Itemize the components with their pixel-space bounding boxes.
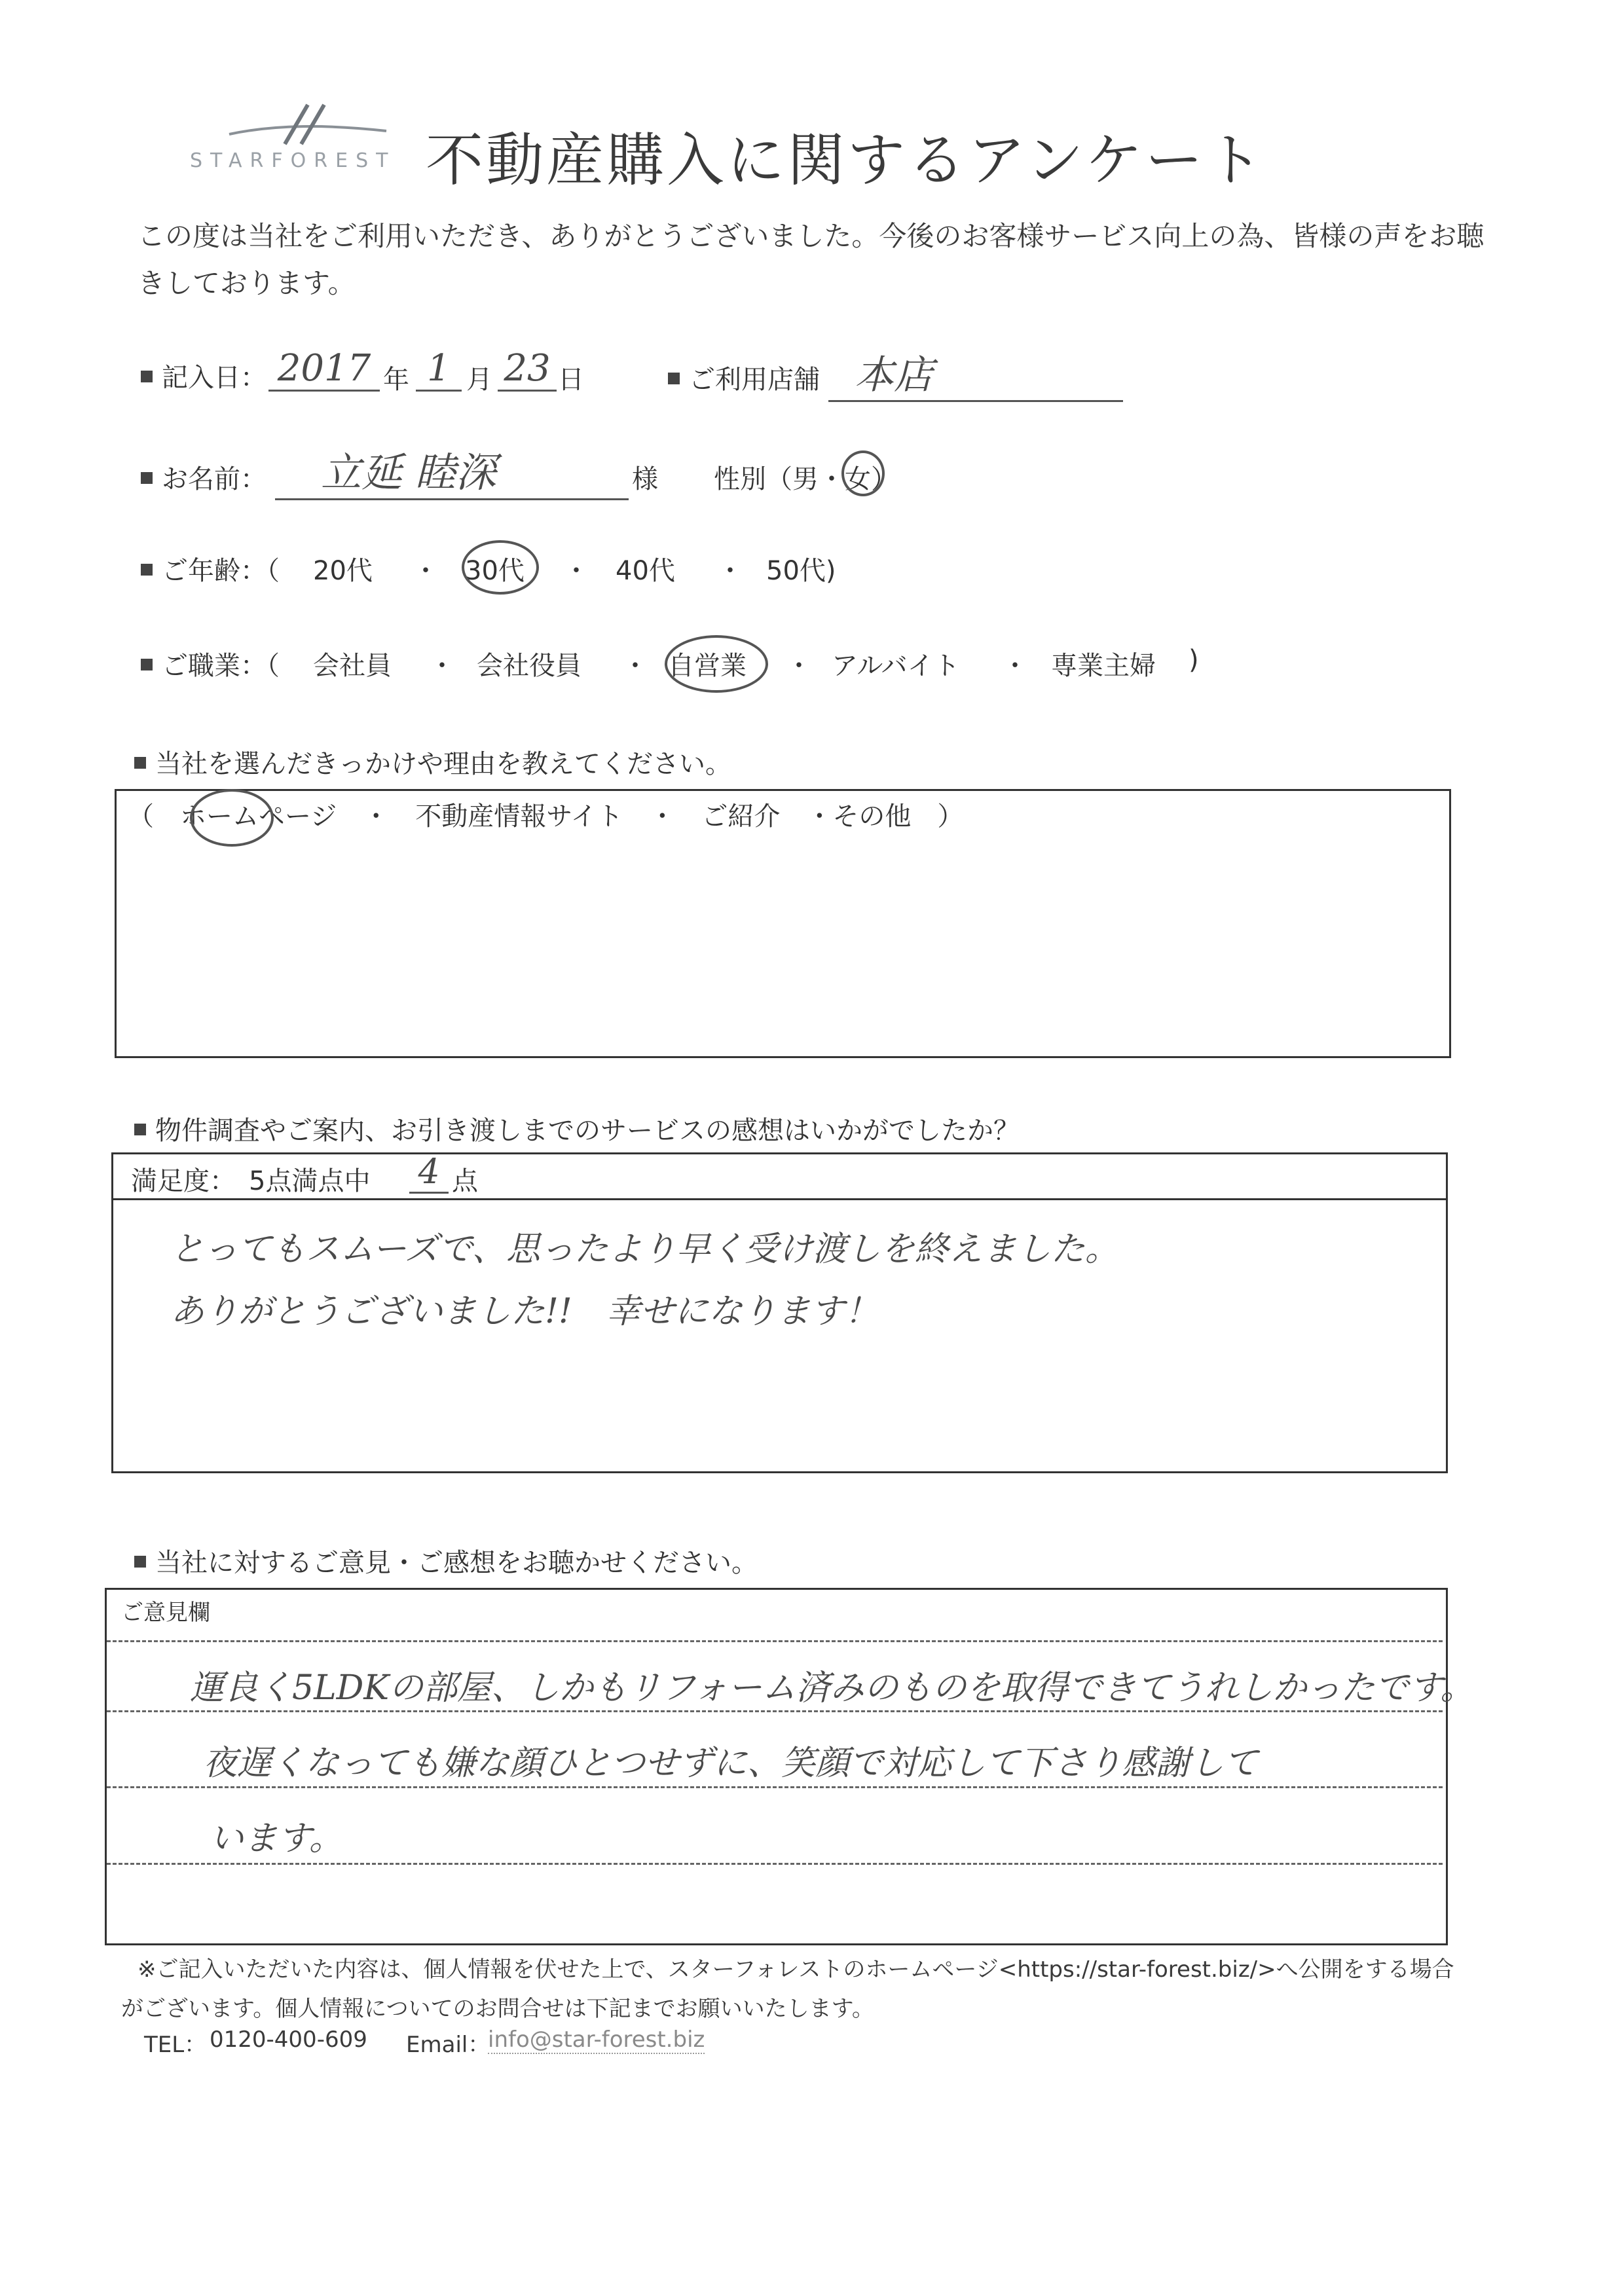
service-comment-line-1: とってもスムーズで、思ったより早く受け渡しを終えました。 — [170, 1230, 1119, 1269]
entry-date-year[interactable]: 2017 — [268, 347, 380, 392]
occupation-option-homemaker[interactable]: 専業主婦 — [1051, 651, 1156, 681]
name-suffix: 様 — [632, 464, 658, 494]
opinion-rule-2 — [107, 1710, 1443, 1712]
age-label: ご年齢：（ — [162, 556, 280, 586]
intro-text: この度は当社をご利用いただき、ありがとうございました。今後のお客様サービス向上の為、皆様の声をお聴きしております。 — [138, 220, 1485, 299]
reason-question-text: 当社を選んだきっかけや理由を教えてください。 — [155, 749, 731, 779]
name-value[interactable]: 立延 睦深 — [275, 440, 629, 500]
opinion-field-label: ご意見欄 — [121, 1600, 210, 1626]
service-question — [134, 1110, 1020, 1147]
bullet-icon — [134, 1124, 146, 1135]
opinion-rule-4 — [107, 1863, 1443, 1865]
entry-date-month[interactable]: 1 — [416, 347, 462, 392]
occupation-sep-1: ・ — [429, 651, 455, 681]
satisfaction-value[interactable]: 4 — [409, 1152, 449, 1194]
store-value[interactable]: 本店 — [828, 344, 1123, 402]
satisfaction-label: 満足度： 5点満点中 — [131, 1166, 371, 1196]
gender-selected-circle — [841, 450, 885, 496]
entry-date-year-unit: 年 — [383, 365, 409, 395]
footer-email-label: Email： — [406, 2032, 490, 2058]
satisfaction-unit: 点 — [452, 1166, 478, 1196]
opinion-line-1: 運良く5LDKの部屋、しかもリフォーム済みのものを取得できてうれしかったです。 — [190, 1668, 1475, 1708]
age-sep-3: ・ — [717, 556, 743, 586]
opinion-rule-1 — [107, 1640, 1443, 1642]
reason-selected-circle — [190, 789, 274, 847]
age-option-30[interactable]: 30代 — [465, 556, 525, 586]
occupation-sep-3: ・ — [786, 651, 812, 681]
age-sep-2: ・ — [563, 556, 589, 586]
opinion-line-2: 夜遅くなっても嫌な顔ひとつせずに、笑顔で対応して下さり感謝して — [203, 1744, 1258, 1783]
name-row — [141, 458, 267, 496]
occupation-option-self-employed[interactable]: 自営業 — [668, 651, 747, 681]
store-label: ご利用店舗 — [689, 365, 820, 395]
occupation-sep-2: ・ — [622, 651, 648, 681]
age-selected-circle — [462, 540, 539, 595]
reason-question — [134, 743, 731, 780]
footer-tel-label: TEL： — [144, 2032, 207, 2058]
entry-date-label: 記入日： — [162, 363, 267, 393]
occupation-option-part-time[interactable]: アルバイト — [832, 651, 960, 681]
logo-text: STARFOREST — [190, 149, 396, 172]
reason-options: （ ホームページ ・ 不動産情報サイト ・ ご紹介 ・その他 ） — [128, 801, 964, 832]
footer-tel[interactable]: 0120-400-609 — [210, 2027, 367, 2053]
page-title: 不動産購入に関するアンケート — [426, 126, 1266, 194]
occupation-label: ご職業：（ — [162, 651, 280, 681]
age-row — [141, 550, 280, 587]
entry-date-day-unit: 日 — [558, 365, 584, 395]
bullet-icon — [141, 659, 153, 670]
age-sep-1: ・ — [413, 556, 439, 586]
occupation-sep-4: ・ — [1002, 651, 1028, 681]
entry-date-row — [141, 357, 267, 394]
occupation-option-employee[interactable]: 会社員 — [313, 651, 392, 681]
occupation-option-executive[interactable]: 会社役員 — [477, 651, 581, 681]
bullet-icon — [141, 472, 153, 484]
bullet-icon — [141, 564, 153, 576]
name-label: お名前： — [162, 464, 267, 494]
bullet-icon — [141, 371, 153, 382]
bullet-icon — [668, 373, 680, 384]
opinion-rule-3 — [107, 1786, 1443, 1788]
service-question-text: 物件調査やご案内、お引き渡しまでのサービスの感想はいかがでしたか？ — [155, 1116, 1020, 1146]
bullet-icon — [134, 1556, 146, 1568]
entry-date-month-unit: 月 — [466, 365, 492, 395]
age-option-50[interactable]: 50代) — [766, 556, 836, 586]
footer-note-line-2: がございます。個人情報についてのお問合せは下記までお願いいたします。 — [121, 1996, 874, 2022]
footer-email[interactable]: info@star-forest.biz — [488, 2027, 705, 2053]
opinion-line-3: います。 — [210, 1819, 343, 1858]
gender-options: 性別（男・女） — [714, 464, 897, 494]
occupation-selected-circle — [665, 635, 768, 693]
entry-date-day[interactable]: 23 — [498, 347, 557, 392]
opinion-question-text: 当社に対するご意見・ご感想をお聴かせください。 — [155, 1548, 758, 1578]
age-option-40[interactable]: 40代 — [616, 556, 675, 586]
service-comment-line-2: ありがとうございました!! 幸せになります！ — [170, 1292, 879, 1331]
footer-note-line-1: ※ご記入いただいた内容は、個人情報を伏せた上で、スターフォレストのホームページ<https://star-forest.biz/>へ公開をする場合 — [138, 1956, 1454, 1983]
occupation-row — [141, 645, 280, 682]
store-row — [668, 359, 820, 396]
occupation-close: ) — [1189, 645, 1199, 675]
opinion-question — [134, 1542, 758, 1579]
starforest-logo-icon — [223, 98, 393, 151]
age-option-20[interactable]: 20代 — [313, 556, 373, 586]
bullet-icon — [134, 757, 146, 769]
